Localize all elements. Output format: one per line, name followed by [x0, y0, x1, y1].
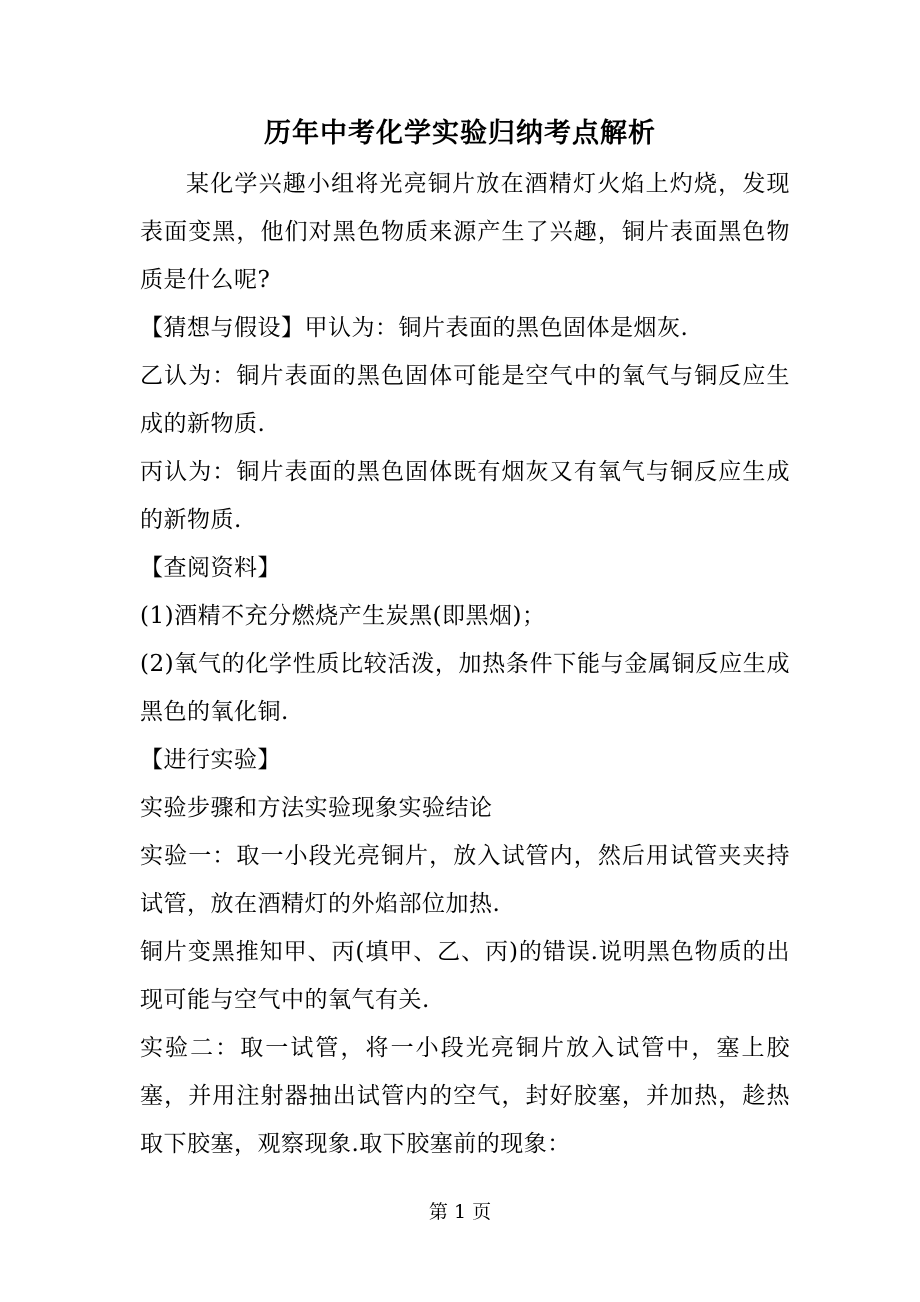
page-number: 第 1 页: [428, 1201, 492, 1223]
paragraph-experiment-1-result: 铜片变黑推知甲、丙(填甲、乙、丙)的错误.说明黑色物质的出现可能与空气中的氧气有关.: [140, 939, 790, 1013]
paragraph-reference-2: (2)氧气的化学性质比较活泼，加热条件下能与金属铜反应生成黑色的氧化铜.: [140, 651, 790, 725]
paragraph-experiment-1: 实验一：取一小段光亮铜片，放入试管内，然后用试管夹夹持试管，放在酒精灯的外焰部位加热.: [140, 843, 790, 917]
paragraph-table-header: 实验步骤和方法实验现象实验结论: [140, 795, 493, 821]
paragraph-hypothesis-jia: 【猜想与假设】甲认为：铜片表面的黑色固体是烟灰.: [140, 315, 689, 341]
paragraph-hypothesis-yi: 乙认为：铜片表面的黑色固体可能是空气中的氧气与铜反应生成的新物质.: [140, 363, 790, 437]
paragraph-intro: 某化学兴趣小组将光亮铜片放在酒精灯火焰上灼烧，发现表面变黑，他们对黑色物质来源产生了兴趣，铜片表面黑色物质是什么呢?: [140, 171, 790, 293]
paragraph-reference-1: (1)酒精不充分燃烧产生炭黑(即黑烟)；: [140, 603, 546, 629]
section-heading-experiment: 【进行实验】: [140, 747, 281, 773]
document-title: 历年中考化学实验归纳考点解析: [264, 118, 656, 149]
paragraph-hypothesis-bing: 丙认为：铜片表面的黑色固体既有烟灰又有氧气与铜反应生成的新物质.: [140, 459, 790, 533]
section-heading-references: 【查阅资料】: [140, 555, 281, 581]
document-body: [140, 160, 790, 1168]
paragraph-experiment-2: 实验二：取一试管，将一小段光亮铜片放入试管中，塞上胶塞，并用注射器抽出试管内的空气，封好胶塞，并加热，趁热取下胶塞，观察现象.取下胶塞前的现象：: [140, 1035, 790, 1157]
